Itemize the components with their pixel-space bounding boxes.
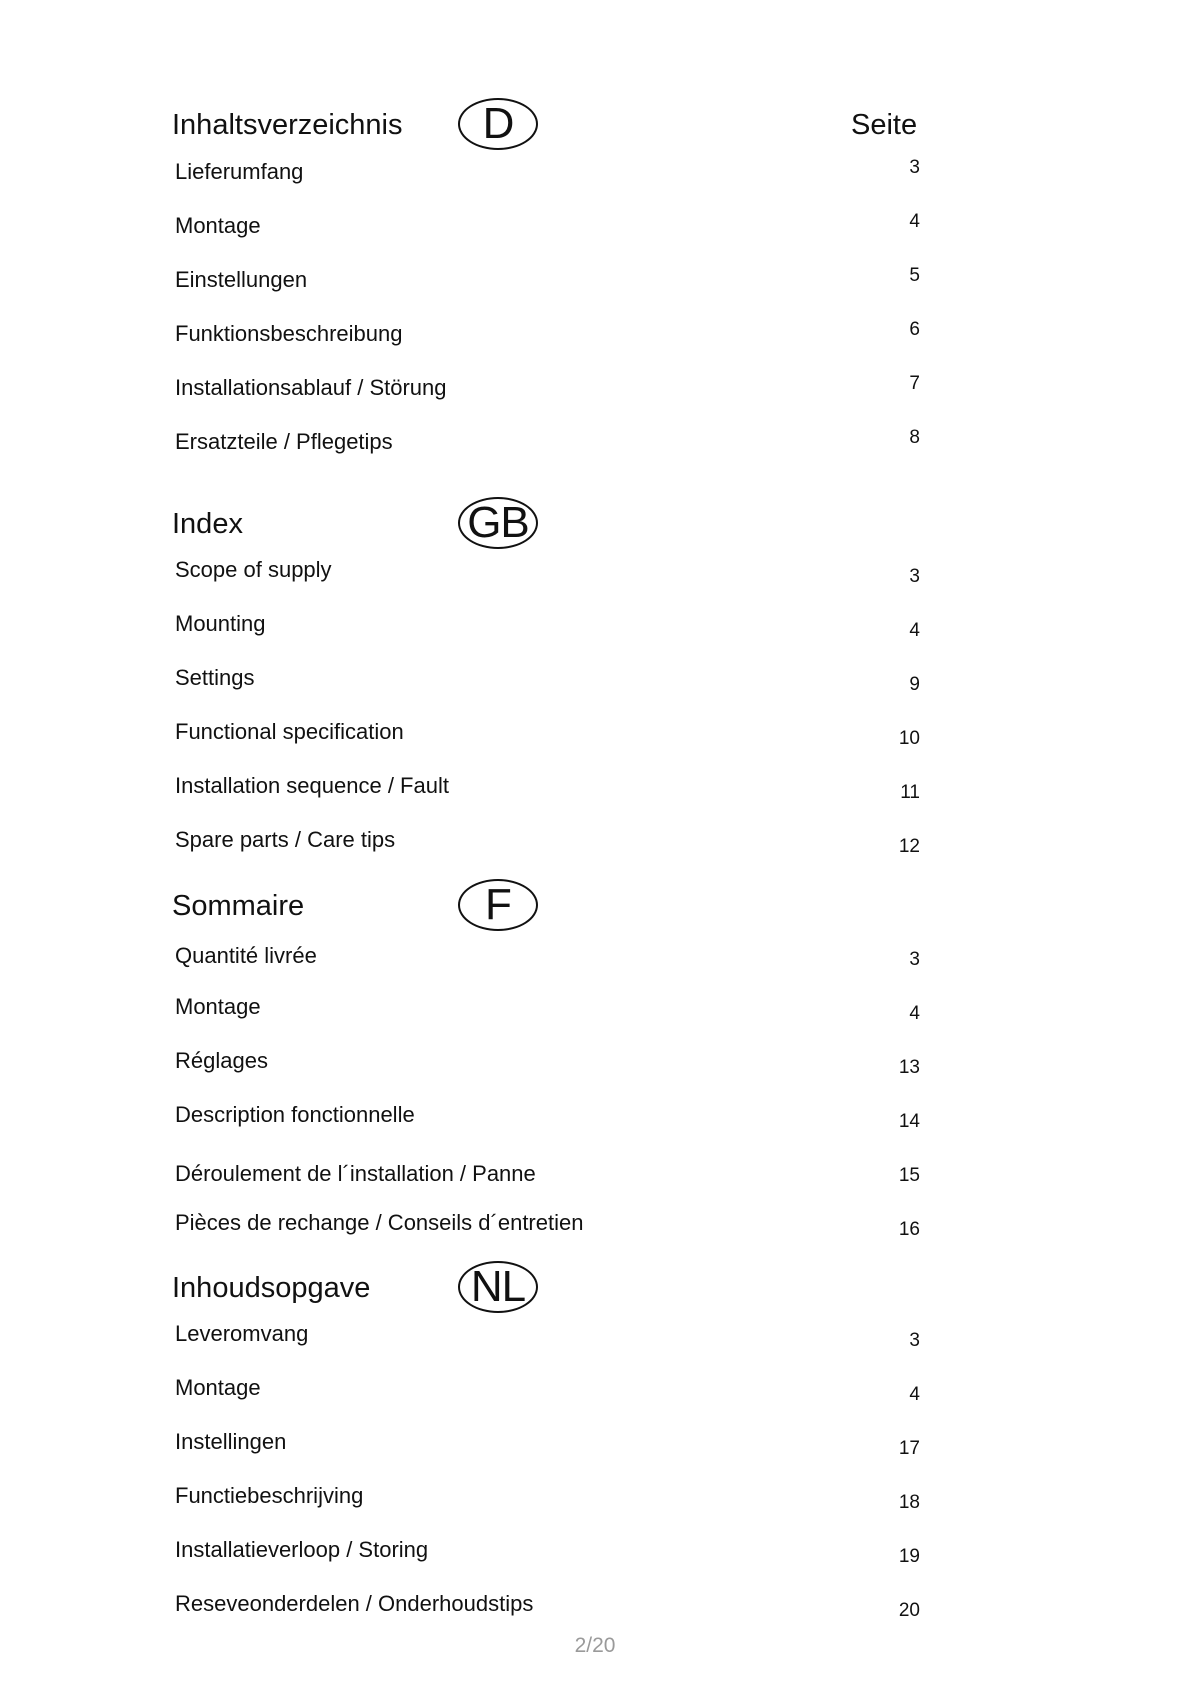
section-heading-f: Sommaire	[172, 890, 305, 922]
toc-entry-label: Spare parts / Care tips	[175, 827, 396, 852]
toc-entry-label: Functiebeschrijving	[175, 1483, 364, 1508]
toc-entry-label: Leveromvang	[175, 1321, 309, 1346]
toc-entry-label: Déroulement de l´installation / Panne	[175, 1161, 536, 1186]
page-number-footer: 2/20	[574, 1634, 616, 1657]
toc-entry-page: 18	[898, 1492, 920, 1513]
toc-entry-page: 9	[909, 674, 920, 695]
toc-entry-page: 4	[909, 1384, 920, 1405]
toc-entry-label: Montage	[175, 213, 261, 238]
toc-entry-label: Funktionsbeschreibung	[175, 321, 403, 346]
toc-entry-page: 3	[909, 566, 920, 587]
toc-entry-label: Einstellungen	[175, 267, 308, 292]
toc-entry-page: 20	[898, 1600, 920, 1621]
toc-entry-label: Functional specification	[175, 719, 404, 744]
language-badge-d: D	[458, 98, 538, 150]
toc-entry-page: 5	[909, 265, 920, 286]
toc-entry-label: Réglages	[175, 1048, 268, 1073]
toc-entry-page: 17	[898, 1438, 920, 1459]
page-column-label: Seite	[851, 109, 918, 141]
toc-entry-page: 4	[909, 620, 920, 641]
toc-entry-label: Scope of supply	[175, 557, 332, 582]
toc-entry-label: Reseveonderdelen / Onderhoudstips	[175, 1591, 534, 1616]
toc-entry-label: Mounting	[175, 611, 266, 636]
toc-entry-page: 4	[909, 211, 920, 232]
toc-entry-page: 6	[909, 319, 920, 340]
toc-entry-label: Installationsablauf / Störung	[175, 375, 447, 400]
toc-entry-label: Instellingen	[175, 1429, 287, 1454]
toc-entry-page: 3	[909, 949, 920, 970]
toc-entry-label: Montage	[175, 1375, 261, 1400]
toc-entry-label: Ersatzteile / Pflegetips	[175, 429, 393, 454]
toc-entry-label: Montage	[175, 994, 261, 1019]
toc-entry-page: 8	[909, 427, 920, 448]
toc-entry-page: 14	[898, 1111, 920, 1132]
toc-entry-page: 7	[909, 373, 920, 394]
toc-entry-page: 16	[898, 1219, 920, 1240]
toc-entry-page: 3	[909, 157, 920, 178]
toc-entry-page: 11	[900, 782, 920, 803]
toc-entry-page: 15	[898, 1165, 920, 1186]
section-heading-d: Inhaltsverzeichnis	[172, 109, 403, 141]
toc-entry-page: 10	[898, 728, 920, 749]
toc-entry-label: Installation sequence / Fault	[175, 773, 449, 798]
language-badge-gb: GB	[458, 497, 538, 549]
section-heading-nl: Inhoudsopgave	[172, 1272, 371, 1304]
toc-entry-page: 13	[898, 1057, 920, 1078]
toc-entry-page: 3	[909, 1330, 920, 1351]
toc-entry-page: 19	[898, 1546, 920, 1567]
toc-entry-page: 4	[909, 1003, 920, 1024]
language-badge-f: F	[458, 879, 538, 931]
toc-entry-label: Pièces de rechange / Conseils d´entretien	[175, 1210, 584, 1235]
toc-entry-label: Description fonctionnelle	[175, 1102, 415, 1127]
toc-entry-label: Lieferumfang	[175, 159, 304, 184]
toc-entry-label: Settings	[175, 665, 255, 690]
section-heading-gb: Index	[172, 508, 243, 540]
toc-entry-page: 12	[898, 836, 920, 857]
toc-entry-label: Quantité livrée	[175, 943, 317, 968]
language-badge-nl: NL	[458, 1261, 538, 1313]
toc-entry-label: Installatieverloop / Storing	[175, 1537, 429, 1562]
